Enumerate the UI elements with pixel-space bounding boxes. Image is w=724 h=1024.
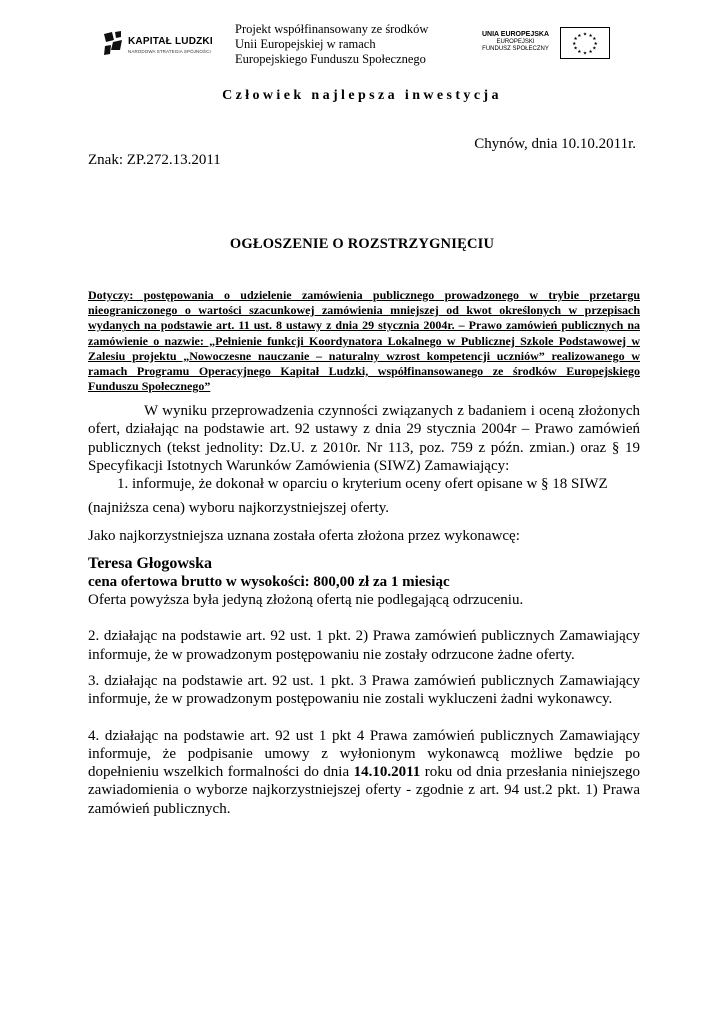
- reference-number: Znak: ZP.272.13.2011: [88, 152, 221, 168]
- svg-text:★: ★: [592, 46, 597, 52]
- intro-paragraph: W wyniku przeprowadzenia czynności związanych z badaniem i oceną złożonych ofert, działając na podstawie art. 92 ustawy z dnia 29 stycznia 2004r – Prawo zamówień publicznych (tekst jednolity: Dz.U. z 2010r. Nr 113, poz. 759 z późn. zmian.) oraz § 19 Specyfikacji Istotnych Warunków Zamówienia (SIWZ) Zamawiający:: [88, 403, 640, 474]
- kapital-ludzki-title: KAPITAŁ LUDZKI: [128, 36, 213, 47]
- svg-text:★: ★: [592, 37, 597, 43]
- item-3: 3. działając na podstawie art. 92 ust. 1 pkt. 3 Prawa zamówień publicznych Zamawiający informuje, że w prowadzonym postępowaniu nie zostali wykluczeni żadni wykonawcy.: [88, 672, 640, 708]
- svg-text:★: ★: [573, 46, 578, 52]
- item-1-continuation: (najniższa cena) wyboru najkorzystniejszej oferty.: [88, 500, 389, 517]
- chosen-offer-intro: Jako najkorzystniejsza uznana została oferta złożona przez wykonawcę:: [88, 527, 520, 544]
- winner-name: Teresa Głogowska: [88, 555, 213, 573]
- kapital-ludzki-logo: [102, 30, 216, 66]
- place-date: Chynów, dnia 10.10.2011r.: [474, 136, 636, 152]
- item-1: 1. informuje, że dokonał w oparciu o kryterium oceny ofert opisane w § 18 SIWZ: [117, 476, 608, 493]
- winner-block: [88, 555, 640, 591]
- svg-text:★: ★: [577, 33, 582, 39]
- winner-note: Oferta powyższa była jedyną złożoną ofertą nie podlegającą odrzuceniu.: [88, 592, 524, 609]
- svg-text:★: ★: [582, 51, 588, 57]
- eu-label-line: FUNDUSZ SPOŁECZNY: [482, 46, 549, 52]
- item-2: 2. działając na podstawie art. 92 ust. 1 pkt. 2) Prawa zamówień publicznych Zamawiający informuje, że w prowadzonym postępowaniu nie zostały odrzucone żadne oferty.: [88, 628, 640, 663]
- kapital-ludzki-subtitle: NARODOWA STRATEGIA SPÓJNOŚCI: [128, 49, 211, 54]
- cofinancing-line: Projekt współfinansowany ze środków: [235, 22, 429, 36]
- svg-text:★: ★: [593, 41, 598, 47]
- item-4-text: 4. działając na podstawie art. 92 ust 1 pkt 4 Prawa zamówień publicznych Zamawiający informuje, że podpisanie umowy z wyłonionym wykonawcą możliwe będzie po dopełnieniu wszelkich formalności do dnia: [88, 727, 640, 781]
- cofinancing-note: [235, 22, 435, 67]
- kapital-ludzki-mark-icon: [102, 30, 124, 58]
- cofinancing-line: Unii Europejskiej w ramach: [235, 37, 376, 51]
- svg-text:★: ★: [588, 33, 593, 39]
- item-4-text-end: roku od dnia przesłania niniejszego zawiadomienia o wyborze najkorzystniejszej oferty - zgodnie z art. 94 ust.2 pkt. 1) Prawa zamówień publicznych.: [88, 764, 640, 817]
- document-body: [88, 402, 640, 818]
- subject-paragraph: Dotyczy: postępowania o udzielenie zamówienia publicznego prowadzonego w trybie przetargu nieograniczonego o wartości szacunkowej zamówienia mniejszej od kwot określonych w przepisach wydanych na podstawie art. 11 ust. 8 ustawy z dnia 29 stycznia 2004r. – Prawo zamówień publicznych na zamówienie o nazwie: „Pełnienie funkcji Koordynatora Lokalnego w Publicznej Szkole Podstawowej w Zalesiu projektu „Nowoczesne nauczanie – naturalny wzrost kompetencji uczniów” realizowanego w ramach Programu Operacyjnego Kapitał Ludzki, współfinansowanego ze środków Europejskiego Funduszu Społecznego”: [88, 288, 640, 394]
- svg-text:★: ★: [582, 32, 588, 38]
- document-title: OGŁOSZENIE O ROZSTRZYGNIĘCIU: [229, 236, 495, 252]
- svg-text:★: ★: [573, 37, 578, 43]
- svg-text:★: ★: [577, 49, 582, 55]
- page-header: [0, 0, 724, 80]
- winner-price: cena ofertowa brutto w wysokości: 800,00 zł za 1 miesiąc: [88, 574, 450, 591]
- svg-text:★: ★: [572, 41, 577, 47]
- item-4: [88, 727, 640, 818]
- eu-label-line: UNIA EUROPEJSKA: [481, 31, 550, 38]
- svg-text:★: ★: [588, 49, 593, 55]
- cofinancing-line: Europejskiego Funduszu Społecznego: [235, 52, 426, 66]
- eu-label-line: EUROPEJSKI: [496, 38, 535, 45]
- item-4-deadline: 14.10.2011: [353, 764, 421, 781]
- eu-fund-label: [478, 31, 553, 54]
- motto: Człowiek najlepsza inwestycja: [222, 88, 502, 103]
- eu-flag-icon: [560, 27, 610, 59]
